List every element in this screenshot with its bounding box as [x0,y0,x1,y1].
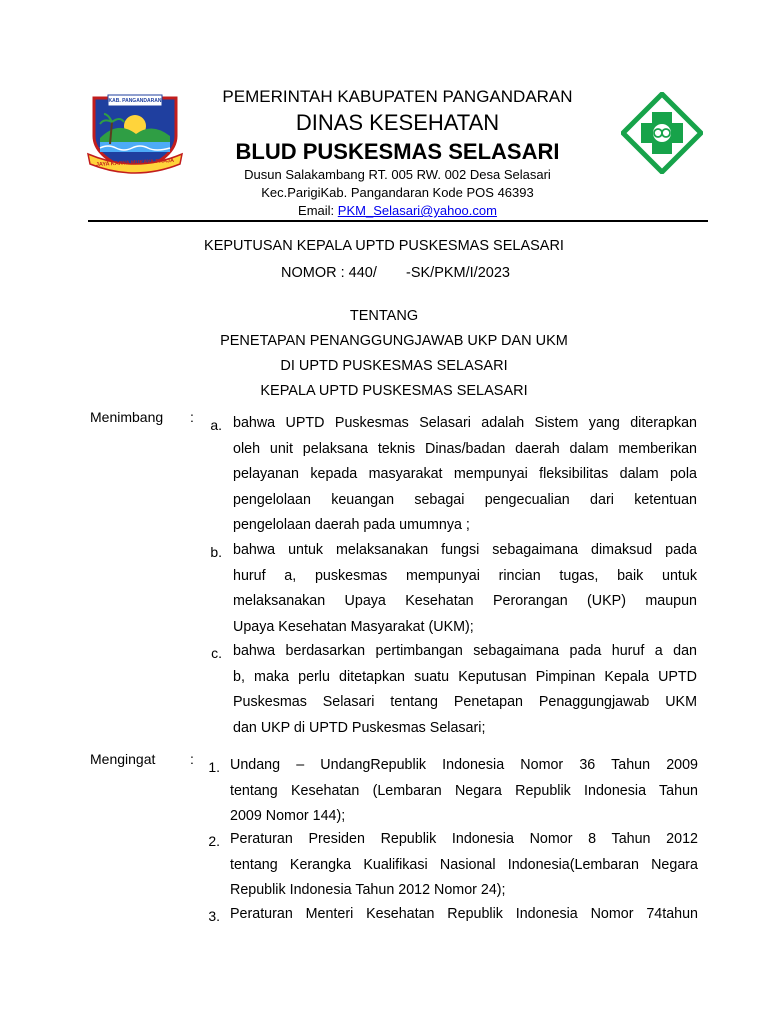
decree-subject-line-2: DI UPTD PUSKESMAS SELASARI [280,358,508,374]
text-line: pelayanan kepada masyarakat mempunyai fleksibilitas dalam pola [233,466,697,482]
mengingat-label: Mengingat [90,751,156,767]
logo-ribbon-text: JAYA KARYA MUKAYA PRAJA [95,157,175,169]
text-line: tentang Kerangka Kualifikasi Nasional Indonesia(Lembaran Negara [230,856,698,873]
text-line: Undang – UndangRepublik Indonesia Nomor 36 Tahun 2009 [230,757,698,773]
menimbang-colon: : [190,409,194,425]
text-line: Puskesmas Selasari tentang Penetapan Penaggungjawab UKM [233,694,697,710]
text-line: Peraturan Presiden Republik Indonesia Nomor 8 Tahun 2012 [230,831,698,847]
decree-about: TENTANG [349,308,419,324]
government-name: PEMERINTAH KABUPATEN PANGANDARAN [222,87,573,106]
mengingat-marker-2: 2. [208,833,220,849]
text-line: dan UKP di UPTD Puskesmas Selasari; [233,719,486,736]
decree-authority: KEPALA UPTD PUSKESMAS SELASARI [260,383,528,399]
puskesmas-cross-logo-icon [621,92,703,174]
letterhead-divider [88,220,708,222]
mengingat-item-2 [230,827,698,904]
text-line: b, maka perlu ditetapkan suatu Keputusan Pimpinan Kepala UPTD [233,668,697,685]
menimbang-marker-b: b. [210,544,222,560]
text-line: Republik Indonesia Tahun 2012 Nomor 24); [230,882,506,898]
email-label: Email: [298,203,335,218]
mengingat-marker-3: 3. [208,908,220,924]
menimbang-marker-a: a. [210,417,222,433]
text-line: bahwa UPTD Puskesmas Selasari adalah Sistem yang diterapkan [233,415,697,431]
email-link[interactable]: PKM_Selasari@yahoo.com [337,203,497,218]
text-line: Peraturan Menteri Kesehatan Republik Indonesia Nomor 74tahun [230,906,698,922]
text-line: bahwa untuk melaksanakan fungsi sebagaimana dimaksud pada [233,542,697,558]
text-line: bahwa berdasarkan pertimbangan sebagaimana pada huruf a dan [233,643,697,659]
mengingat-item-1 [230,753,698,830]
menimbang-item-a [233,411,697,539]
mengingat-item-3 [230,902,698,928]
mengingat-colon: : [190,751,194,767]
institution-name: BLUD PUSKESMAS SELASARI [235,139,560,164]
address-line-1: Dusun Salakambang RT. 005 RW. 002 Desa Selasari [244,167,551,182]
text-line: melaksanakan Upaya Kesehatan Perorangan (UKP) maupun [233,593,697,609]
menimbang-label: Menimbang [90,409,164,425]
text-line: pengelolaan keuangan sebagai pengecualian dari ketentuan [233,491,697,508]
menimbang-item-c [233,639,697,741]
logo-banner-text: KAB. PANGANDARAN [108,98,162,104]
text-line: tentang Kesehatan (Lembaran Negara Republik Indonesia Tahun [230,782,698,799]
text-line: Upaya Kesehatan Masyarakat (UKM); [233,618,474,635]
address-line-2: Kec.ParigiKab. Pangandaran Kode POS 46393 [261,185,534,200]
puskesmas-logo [621,92,703,174]
text-line: 2009 Nomor 144); [230,808,346,824]
text-line: pengelolaan daerah pada umumnya ; [233,517,470,533]
decree-title: KEPUTUSAN KEPALA UPTD PUSKESMAS SELASARI [204,238,564,254]
email-line [210,203,585,218]
decree-number-prefix: NOMOR : 440/ [281,265,377,281]
decree-number-suffix: -SK/PKM/I/2023 [406,265,510,281]
text-line: huruf a, puskesmas mempunyai rincian tugas, baik untuk [233,567,697,584]
text-line: oleh unit pelaksana teknis Dinas/badan daerah dalam memberikan [233,440,697,457]
decree-subject-line-1: PENETAPAN PENANGGUNGJAWAB UKP DAN UKM [220,333,568,349]
menimbang-item-b [233,538,697,640]
regency-logo [86,92,184,178]
mengingat-marker-1: 1. [208,759,220,775]
department-name: DINAS KESEHATAN [295,110,500,135]
menimbang-marker-c: c. [211,645,222,661]
